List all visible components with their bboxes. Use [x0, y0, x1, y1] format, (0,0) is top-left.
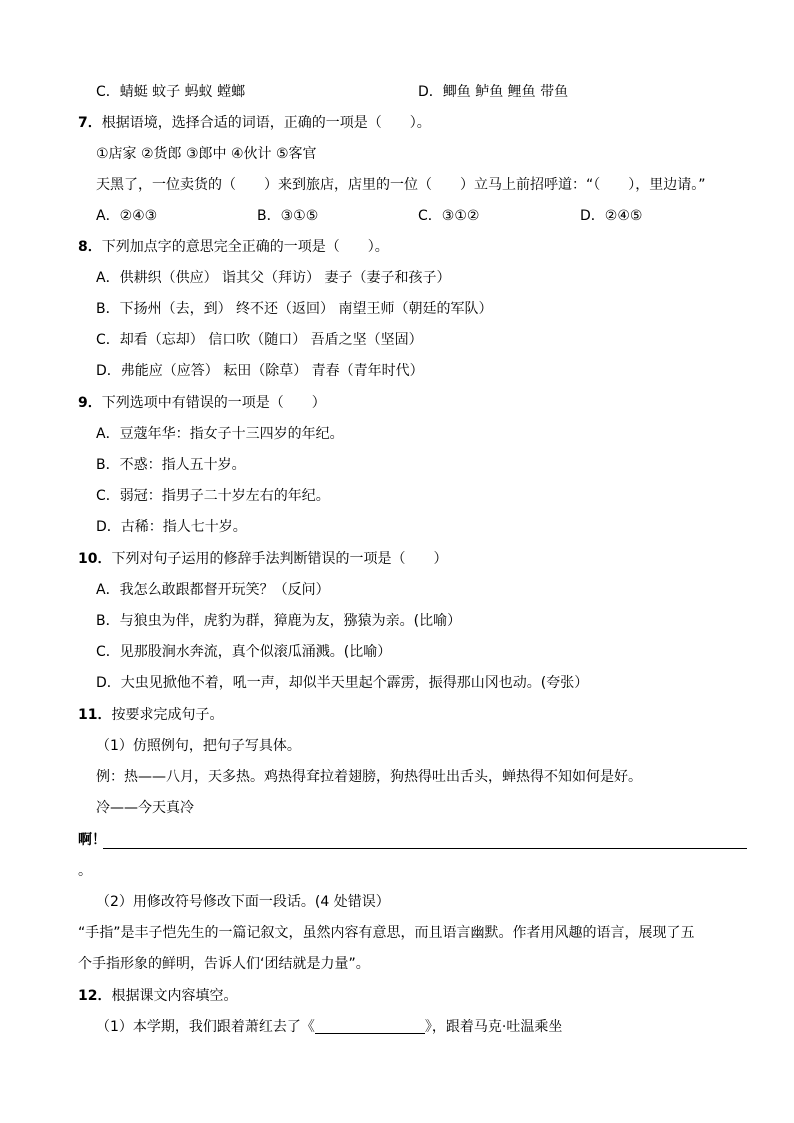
q9-option-d: D．古稀：指人七十岁。 [96, 519, 247, 535]
q8-stem: 下列加点字的意思完全正确的一项是（ ）。 [101, 239, 389, 255]
q12-question [78, 986, 237, 1006]
q12-stem: 根据课文内容填空。 [111, 988, 238, 1004]
q11-example: 例：热——八月，天多热。鸡热得耷拉着翅膀，狗热得吐出舌头，蝉热得不知如何是好。 [96, 769, 642, 785]
q8-option-d: D．弗能应（应答） 耘田（除草） 青春（青年时代） [96, 363, 424, 379]
q7-number: 7． [78, 115, 102, 131]
q9-question [78, 393, 326, 413]
q12-sub1-suffix: 》，跟着马克·吐温乘坐 [424, 1019, 563, 1035]
q7-question [78, 113, 431, 133]
q7-option-d: D．②④⑤ [580, 208, 643, 224]
q9-option-a: A．豆蔻年华：指女子十三四岁的年纪。 [96, 426, 344, 442]
q10-option-a: A．我怎么敢跟都督开玩笑？（反问） [96, 582, 330, 598]
q11-sub1: （1）仿照例句，把句子写具体。 [96, 738, 301, 754]
q10-option-d: D．大虫见掀他不着，吼一声，却似半天里起个霹雳，振得那山冈也动。(夸张） [96, 675, 589, 691]
q8-question [78, 237, 389, 257]
q10-question [78, 549, 447, 569]
q11-period: 。 [78, 863, 92, 879]
q11-sub2: （2）用修改符号修改下面一段话。(4 处错误） [96, 894, 390, 910]
q11-stem: 按要求完成句子。 [111, 707, 224, 723]
q6-option-d: D．鲫鱼 鲈鱼 鲤鱼 带鱼 [418, 84, 569, 100]
q9-stem: 下列选项中有错误的一项是（ ） [101, 395, 326, 411]
q10-option-b: B．与狼虫为伴，虎豹为群，獐鹿为友，猕猿为亲。(比喻） [96, 613, 462, 629]
q7-word-list: ①店家 ②货郎 ③郎中 ④伙计 ⑤客官 [96, 146, 317, 162]
q10-stem: 下列对句子运用的修辞手法判断错误的一项是（ ） [111, 551, 448, 567]
q7-option-a: A．②④③ [96, 208, 158, 224]
q7-option-b: B．③①⑤ [257, 208, 319, 224]
q10-option-c: C．见那股涧水奔流，真个似滚瓜涌溅。(比喻） [96, 644, 392, 660]
q11-cold-prompt: 冷——今天真冷 [96, 800, 194, 816]
q12-number: 12． [78, 988, 112, 1004]
q11-ah-label: 啊！ [78, 832, 106, 848]
q8-number: 8． [78, 239, 102, 255]
q7-context: 天黑了，一位卖货的（ ）来到旅店，店里的一位（ ）立马上前招呼道：“（ ），里边请。” [96, 177, 706, 193]
q9-option-b: B．不惑：指人五十岁。 [96, 457, 246, 473]
q8-option-b: B．下扬州（去，到） 终不还（返回） 南望王师（朝廷的军队） [96, 301, 493, 317]
q11-paragraph-line1: “手指”是丰子恺先生的一篇记叙文，虽然内容有意思，而且语言幽默。作者用风趣的语言，展现了五 [78, 925, 695, 941]
q6-option-c: C．蜻蜓 蚊子 蚂蚁 螳螂 [96, 84, 246, 100]
q11-answer-line[interactable] [103, 848, 747, 849]
q9-option-c: C．弱冠：指男子二十岁左右的年纪。 [96, 488, 330, 504]
q12-sub1 [96, 1017, 562, 1037]
q11-paragraph-line2: 个手指形象的鲜明，告诉人们‘团结就是力量”。 [78, 956, 370, 972]
q11-number: 11． [78, 707, 112, 723]
q12-sub1-prefix: （1）本学期，我们跟着萧红去了《 [96, 1019, 315, 1035]
q8-option-a: A．供耕织（供应） 诣其父（拜访） 妻子（妻子和孩子） [96, 270, 451, 286]
q7-option-c: C．③①② [418, 208, 480, 224]
q8-option-c: C．却看（忘却） 信口吹（随口） 吾盾之坚（坚固） [96, 332, 423, 348]
q9-number: 9． [78, 395, 102, 411]
q11-question [78, 705, 223, 725]
q10-number: 10． [78, 551, 112, 567]
q7-stem: 根据语境，选择合适的词语，正确的一项是（ ）。 [101, 115, 431, 131]
q12-blank[interactable] [315, 1017, 425, 1034]
